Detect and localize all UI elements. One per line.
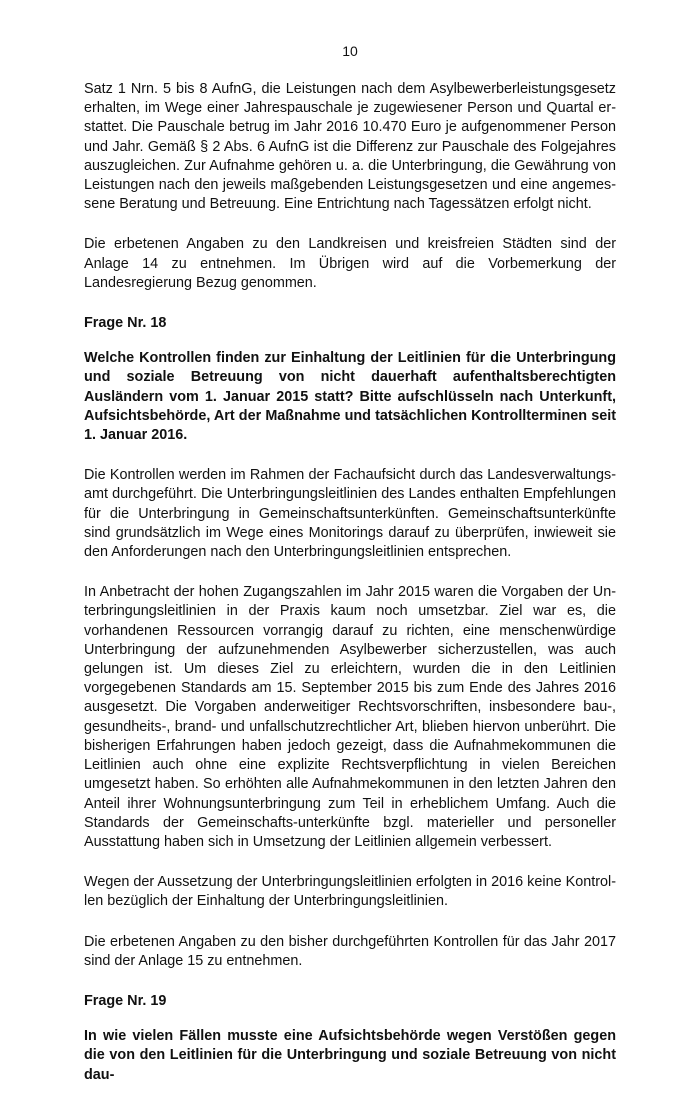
paragraph: In Anbetracht der hohen Zugangszahlen im Jahr 2015 waren die Vorgaben der Unterbringungsleitlinien in der Praxis kaum noch umsetzbar. Ziel war es, die vorhandenen Ressourcen vorrangig darauf zu richten, eine menschenwürdige Unterbringung der aufzunehmenden Asylbewerber sicherzustellen, was auch gelungen ist. Um dieses Ziel zu erleichtern, wurden die in den Leitlinien vorgegebenen Standards am 15. September 2015 bis zum Ende des Jahres 2016 ausgesetzt. Die Vorgaben anderweitiger Rechtsvorschriften, insbesondere bau-, gesundheits-, brand- und unfallschutzrechtlicher Art, blieben hiervon unberührt. Die bisherigen Erfahrungen haben jedoch gezeigt, dass die Aufnahmekommunen die Leitlinien auch ohne eine explizite Rechtsverpflichtung in vielen Bereichen umgesetzt haben. So erhöhten alle Aufnahmekommunen in den letzten Jahren den Anteil ihrer Wohnungsunterbringung zum Teil in erheblichem Umfang. Auch die Standards der Gemeinschafts-unterkünfte bzgl. materieller und personeller Ausstattung haben sich in Umsetzung der Leitlinien allgemein verbessert. <box>84 584 616 850</box>
page-number: 10 <box>342 43 358 59</box>
question-heading: Frage Nr. 19 <box>84 992 167 1009</box>
paragraph: Die erbetenen Angaben zu den Landkreisen und kreisfreien Städten sind der Anlage 14 zu entnehmen. Im Übrigen wird auf die Vorbemerkung der Landesregierung Bezug genommen. <box>84 236 616 291</box>
question-text: Welche Kontrollen finden zur Einhaltung der Leitlinien für die Unterbringung und soziale Betreuung von nicht dauerhaft aufenthaltsberechtigten Ausländern vom 1. Januar 2015 statt? Bitte aufschlüsseln nach Unterkunft, Aufsichtsbehörde, Art der Maßnahme und tatsächlichen Kontrollterminen seit 1. Januar 2016. <box>84 350 616 444</box>
question-text: In wie vielen Fällen musste eine Aufsichtsbehörde wegen Verstößen gegen die von den Leitlinien für die Unterbringung und soziale Betreuung von nicht dau- <box>84 1028 616 1083</box>
document-body <box>84 80 616 1106</box>
question-heading: Frage Nr. 18 <box>84 315 167 332</box>
paragraph: Die erbetenen Angaben zu den bisher durchgeführten Kontrollen für das Jahr 2017 sind der Anlage 15 zu entnehmen. <box>84 933 616 969</box>
paragraph: Satz 1 Nrn. 5 bis 8 AufnG, die Leistungen nach dem Asylbewerberleistungsgesetz erhalten, im Wege einer Jahrespauschale je zugewiesener Person und Quartal erstattet. Die Pauschale betrug im Jahr 2016 10.470 Euro je aufgenommener Person und Jahr. Gemäß § 2 Abs. 6 AufnG ist die Differenz zur Pauschale des Folgejahres auszugleichen. Zur Aufnahme gehören u. a. die Unterbringung, die Gewährung von Leistungen nach den jeweils maßgebenden Leistungsgesetzen und eine angemessene Beratung und Betreuung. Eine Entrichtung nach Tagessätzen erfolgt nicht. <box>84 81 616 213</box>
paragraph: Die Kontrollen werden im Rahmen der Fachaufsicht durch das Landesverwaltungsamt durchgeführt. Die Unterbringungsleitlinien des Landes enthalten Empfehlungen für die Unterbringung in Gemeinschaftsunterkünften. Gemeinschaftsunterkünfte sind grundsätzlich im Wege eines Monitorings darauf zu überprüfen, inwieweit sie den Anforderungen nach den Unterbringungsleitlinien entsprechen. <box>84 467 616 561</box>
paragraph: Wegen der Aussetzung der Unterbringungsleitlinien erfolgten in 2016 keine Kontrollen bezüglich der Einhaltung der Unterbringungsleitlinien. <box>84 874 616 910</box>
